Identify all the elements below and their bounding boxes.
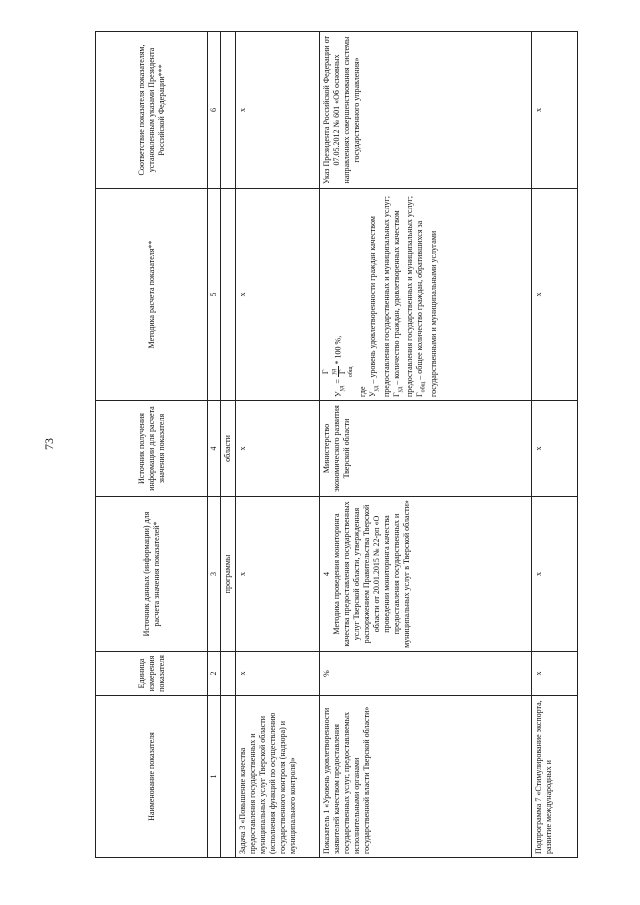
indicator-table xyxy=(95,31,578,858)
subprogram-name: Подпрограмма 7 «Стимулирование экспорта, развитие международных и xyxy=(532,696,578,858)
method-def-1: $У_{уд}$ – уровень удовлетворенности граждан качеством предоставления государственных и муниципальных услуг; xyxy=(368,196,391,397)
indicator-source-number: 4 xyxy=(322,572,331,576)
task-origin: x xyxy=(236,401,320,497)
col-number: 6 xyxy=(208,32,221,189)
header-row xyxy=(96,32,208,858)
method-def-2: $Г_{уд}$ – количество граждан, удовлетворенных качеством предоставления государственных и муниципальных услуг; xyxy=(391,196,415,397)
cont-cell xyxy=(221,32,236,189)
continuation-row xyxy=(221,32,236,858)
column-number-row xyxy=(208,32,221,858)
col-number: 4 xyxy=(208,401,221,497)
cont-origin: области xyxy=(221,401,236,497)
subprogram-method: x xyxy=(532,189,578,401)
method-formula: $У_{уд}$ = Г уд Г общ * 100 %, xyxy=(321,335,354,397)
subprogram-unit: x xyxy=(532,652,578,696)
col-number: 5 xyxy=(208,189,221,401)
indicator-origin: Министерство экономического развития Тверской области xyxy=(320,401,532,497)
indicator-source xyxy=(320,497,532,652)
header-decree: Соответствие показателя показателям, установленным указами Президента Российской Федерации*** xyxy=(96,32,208,189)
page-number: 73 xyxy=(42,438,56,450)
indicator-table-rotated xyxy=(95,32,595,858)
task-unit: x xyxy=(236,652,320,696)
subprogram-source: x xyxy=(532,497,578,652)
col-number: 1 xyxy=(208,696,221,858)
task-name: Задача 3 «Повышение качества предоставления государственных и муниципальных услуг Тверской области (исполнения функций по осуществлению государственного контроля (надзора) и муниципального контроля)» xyxy=(236,696,320,858)
indicator-name: Показатель 1 «Уровень удовлетворенности заявителей качеством предоставления государственных услуг, предоставляемых исполнительными органами государственной власти Тверской области» xyxy=(320,696,532,858)
subprogram-decree: x xyxy=(532,32,578,189)
indicator-source-text: Методика проведения мониторинга качества предоставления государственных услуг Тверской области, утвержденная распоряжением Правительства Тверской области от 20.01.2015 № 22-рп «О проведении мониторинга качества предоставления государственных и муниципальных услуг в Тверской области» xyxy=(332,500,411,648)
task-source: x xyxy=(236,497,320,652)
subprogram-origin: x xyxy=(532,401,578,497)
indicator-method xyxy=(320,189,532,401)
indicator-unit: % xyxy=(320,652,532,696)
header-method: Методика расчета показателя** xyxy=(96,189,208,401)
cont-source: программы xyxy=(221,497,236,652)
cont-cell xyxy=(221,652,236,696)
header-origin: Источник получения информации для расчета значения показателя xyxy=(96,401,208,497)
task-row xyxy=(236,32,320,858)
method-where: где xyxy=(358,386,367,397)
header-unit: Единица измерения показателя xyxy=(96,652,208,696)
formula-fraction: Г уд Г общ xyxy=(321,366,354,378)
task-decree: x xyxy=(236,32,320,189)
indicator-decree: Указ Президента Российской Федерации от 07.05.2012 № 601 «Об основных направлениях совершенствования системы государственного управления» xyxy=(320,32,532,189)
header-name: Наименование показателя xyxy=(96,696,208,858)
cont-cell xyxy=(221,189,236,401)
method-def-3: $Г_{общ}$ – общее количество граждан, обратившихся за государственными и муниципальными услугами xyxy=(415,220,438,397)
indicator-row xyxy=(320,32,532,858)
task-method: x xyxy=(236,189,320,401)
col-number: 3 xyxy=(208,497,221,652)
cont-cell xyxy=(221,696,236,858)
col-number: 2 xyxy=(208,652,221,696)
subprogram-row xyxy=(532,32,578,858)
header-source: Источник данных (информации) для расчета значения показателей* xyxy=(96,497,208,652)
